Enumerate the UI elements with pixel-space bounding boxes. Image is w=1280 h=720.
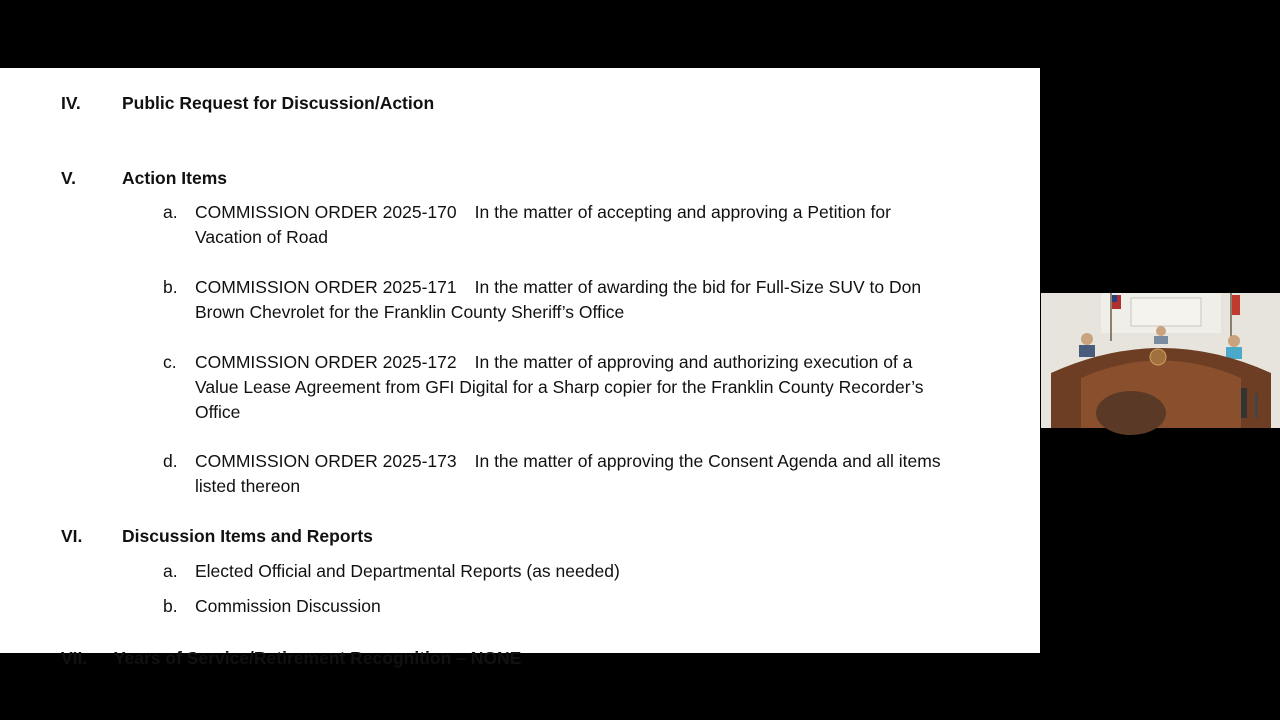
section-number: VII. [61,648,88,668]
item-body [195,275,985,325]
order-description: In the matter of awarding the bid for Full-Size SUV to Don [474,277,922,297]
item-body [195,350,985,425]
agenda-document [0,68,1040,668]
item-body [195,449,985,499]
item-body [195,200,985,250]
section-title: Action Items [122,168,228,188]
order-description-cont: Value Lease Agreement from GFI Digital for a Sharp copier for the Franklin County Recorder’s [195,377,924,397]
section-number: V. [61,168,76,188]
item-letter: c. [163,352,177,372]
meeting-video-thumbnail [1041,293,1280,428]
item-text: Commission Discussion [195,596,381,616]
order-description-cont: listed thereon [195,476,301,496]
item-letter: b. [163,277,178,297]
order-number: COMMISSION ORDER 2025-173 [195,451,457,471]
order-description-cont: Brown Chevrolet for the Franklin County Sheriff’s Office [195,302,625,322]
section-title: Years of Service/Retirement Recognition – NONE [113,648,522,668]
item-letter: b. [163,596,178,616]
order-description: In the matter of accepting and approving a Petition for [474,202,891,222]
item-body [195,594,985,619]
meeting-room-image [1041,293,1280,428]
section-title: Discussion Items and Reports [122,526,373,546]
item-letter: d. [163,451,178,471]
order-description-cont: Vacation of Road [195,227,328,247]
section-number: VI. [61,526,83,546]
section-number: IV. [61,93,81,113]
order-number: COMMISSION ORDER 2025-171 [195,277,457,297]
order-description: In the matter of approving and authorizing execution of a [474,352,913,372]
order-description-cont: Office [195,402,241,422]
section-vii-heading-partial [61,648,543,669]
order-number: COMMISSION ORDER 2025-170 [195,202,457,222]
item-letter: a. [163,561,178,581]
item-letter: a. [163,202,178,222]
order-description: In the matter of approving the Consent Agenda and all items [474,451,941,471]
order-number: COMMISSION ORDER 2025-172 [195,352,457,372]
section-title: Public Request for Discussion/Action [122,93,435,113]
item-text: Elected Official and Departmental Reports (as needed) [195,561,620,581]
item-body [195,559,985,584]
